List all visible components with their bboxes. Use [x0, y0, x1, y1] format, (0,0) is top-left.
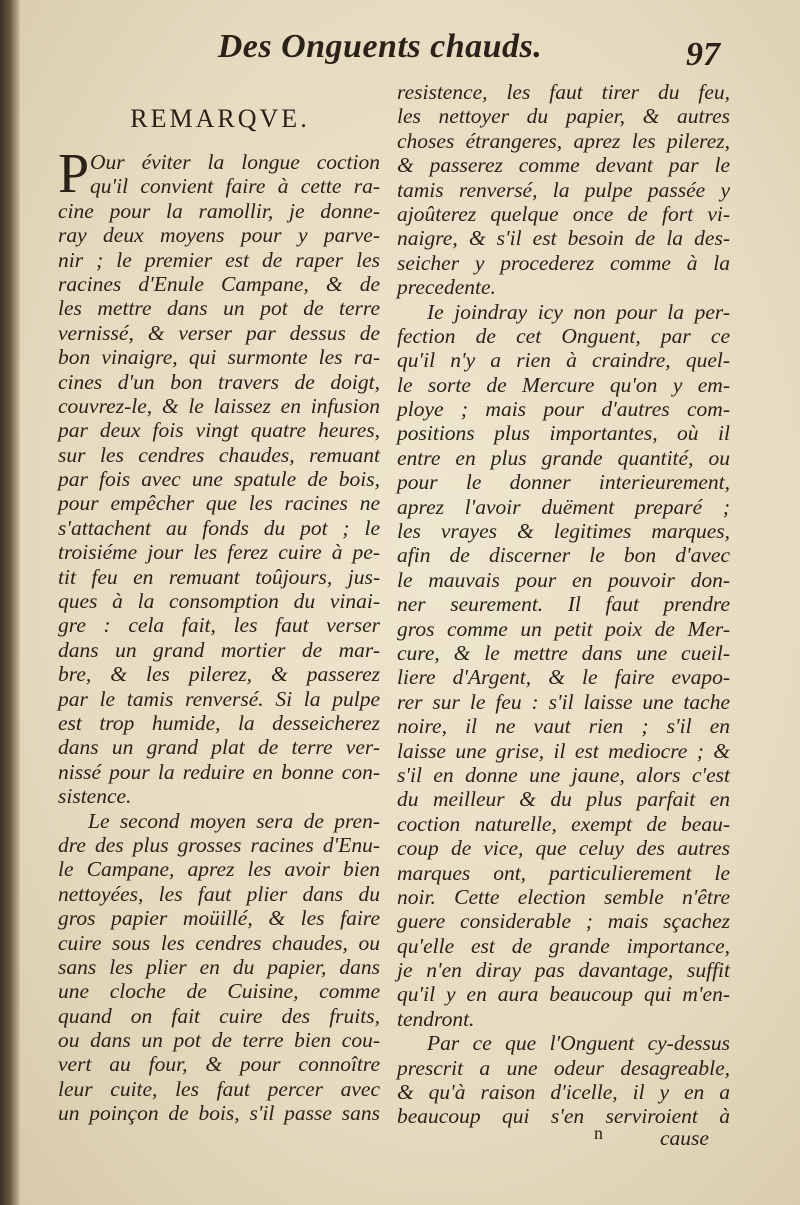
- text-line: nettoyées, les faut plier dans du: [58, 881, 380, 906]
- text-line: coup de vice, que celuy des autres: [397, 836, 730, 861]
- drop-cap: P: [58, 143, 90, 205]
- text-line: vert au four, & pour connoître: [58, 1052, 380, 1077]
- text-line: qu'elle est de grande importance,: [397, 933, 730, 958]
- page-number: 97: [686, 36, 720, 73]
- text-line: tendront.: [397, 1006, 475, 1031]
- text-line: ou dans un pot de terre bien cou-: [58, 1028, 380, 1053]
- text-line: laisse une grise, il est mediocre ; &: [397, 738, 730, 763]
- text-line: liere d'Argent, & le faire evapo-: [397, 665, 730, 690]
- text-line: resistence, les faut tirer du feu,: [397, 80, 730, 104]
- text-line: sans les plier en du papier, dans: [58, 954, 380, 979]
- text-line: bon vinaigre, qui surmonte les ra-: [58, 345, 380, 370]
- text-line: s'attachent au fonds du pot ; le: [58, 515, 380, 540]
- text-line: gre : cela fait, les faut verser: [58, 613, 380, 638]
- text-line: racines d'Enule Campane, & de: [58, 271, 380, 296]
- text-line: choses étrangeres, aprez les pilerez,: [397, 128, 730, 153]
- text-line: le Campane, aprez les avoir bien: [58, 857, 380, 882]
- text-line: precedente.: [397, 275, 496, 300]
- text-line: qu'il convient faire à cette ra-: [90, 174, 380, 199]
- text-line: positions plus importantes, où il: [397, 421, 730, 446]
- text-line: Le second moyen sera de pren-: [88, 808, 380, 833]
- text-line: cuire sous les cendres chaudes, ou: [58, 930, 380, 955]
- text-line: ray deux moyens pour y parve-: [58, 223, 380, 248]
- text-line: pour le donner interieurement,: [397, 470, 730, 495]
- text-line: pour empêcher que les racines ne: [58, 491, 380, 516]
- left-text-column: [58, 143, 380, 1126]
- text-line: Ie joindray icy non pour la per-: [427, 299, 730, 324]
- text-line: cure, & le mettre dans une cueil-: [397, 640, 730, 665]
- running-title: Des Onguents chauds.: [217, 28, 543, 65]
- text-line: tit feu en remuant toûjours, jus-: [58, 564, 380, 589]
- text-line: couvrez-le, & le laissez en infusion: [58, 393, 380, 418]
- text-line: beaucoup qui s'en serviroient à: [397, 1104, 730, 1129]
- text-line: ner seurement. Il faut prendre: [397, 592, 730, 617]
- text-line: troisiéme jour les ferez cuire à pe-: [58, 540, 380, 565]
- right-text-column: [397, 80, 730, 1129]
- text-line: les mettre dans un pot de terre: [58, 296, 380, 321]
- text-line: dans un grand plat de terre ver-: [58, 735, 380, 760]
- text-line: gros papier moüillé, & les faire: [58, 906, 380, 931]
- text-line: coction naturelle, exempt de beau-: [397, 811, 730, 836]
- text-line: nir ; le premier est de raper les: [58, 247, 380, 272]
- text-line: Our éviter la longue coction: [90, 150, 380, 174]
- text-line: le sorte de Mercure qu'on y em-: [397, 372, 730, 397]
- text-line: par le tamis renversé. Si la pulpe: [58, 686, 380, 711]
- text-line: est trop humide, la desseicherez: [58, 710, 380, 735]
- text-line: un poinçon de bois, s'il passe sans: [58, 1101, 380, 1126]
- text-line: par fois avec une spatule de bois,: [58, 467, 380, 492]
- text-line: ques à la consomption du vinai-: [58, 589, 380, 614]
- text-line: je n'en diray pas davantage, suffit: [397, 958, 730, 983]
- text-line: rer sur le feu : s'il laisse une tache: [397, 689, 730, 714]
- text-line: sistence.: [58, 784, 132, 809]
- text-line: les vrayes & legitimes marques,: [397, 519, 730, 544]
- text-line: guere considerable ; mais sçachez: [397, 909, 730, 934]
- signature-mark: n: [594, 1123, 603, 1143]
- text-line: leur cuite, les faut percer avec: [58, 1076, 380, 1101]
- text-line: noire, il ne vaut rien ; s'il en: [397, 714, 730, 739]
- text-line: noir. Cette election semble n'être: [397, 884, 730, 909]
- text-line: & qu'à raison d'icelle, il y en a: [397, 1080, 730, 1105]
- text-line: aprez l'avoir duëment preparé ;: [397, 494, 730, 519]
- text-line: par deux fois vingt quatre heures,: [58, 418, 380, 443]
- text-line: ploye ; mais pour d'autres com-: [397, 397, 730, 422]
- text-line: dre des plus grosses racines d'Enu-: [58, 832, 380, 857]
- text-line: & passerez comme devant par le: [397, 153, 730, 178]
- text-line: cines d'un bon travers de doigt,: [58, 369, 380, 394]
- text-line: naigre, & s'il est besoin de la des-: [397, 226, 730, 251]
- text-line: marques ont, particulierement le: [397, 860, 730, 885]
- text-line: sur les cendres chaudes, remuant: [58, 442, 380, 467]
- text-line: fection de cet Onguent, par ce: [397, 323, 730, 348]
- text-line: une cloche de Cuisine, comme: [58, 979, 380, 1004]
- text-line: Par ce que l'Onguent cy-dessus: [427, 1031, 730, 1056]
- text-line: tamis renversé, la pulpe passée y: [397, 177, 730, 202]
- text-line: qu'il y en aura beaucoup qui m'en-: [397, 982, 730, 1007]
- section-heading: REMARQVE.: [130, 104, 310, 133]
- text-line: qu'il n'y a rien à craindre, quel-: [397, 348, 730, 373]
- text-line: quand on fait cuire des fruits,: [58, 1003, 380, 1028]
- text-line: entre en plus grande quantité, ou: [397, 445, 730, 470]
- text-line: gros comme un petit poix de Mer-: [397, 616, 730, 641]
- text-line: seicher y procederez comme à la: [397, 250, 730, 275]
- text-line: prescrit a une odeur desagreable,: [397, 1055, 730, 1080]
- text-line: nissé pour la reduire en bonne con-: [58, 759, 380, 784]
- text-line: du meilleur & du plus parfait en: [397, 787, 730, 812]
- text-line: ajoûterez quelque once de fort vi-: [397, 201, 730, 226]
- text-line: vernissé, & verser par dessus de: [58, 320, 380, 345]
- text-line: s'il en donne une jaune, alors c'est: [397, 762, 730, 787]
- text-line: afin de discerner le bon d'avec: [397, 543, 730, 568]
- book-gutter: [0, 0, 20, 1205]
- text-line: dans un grand mortier de mar-: [58, 637, 380, 662]
- catchword: cause: [660, 1126, 709, 1150]
- text-line: cine pour la ramollir, je donne-: [58, 198, 380, 223]
- text-line: les nettoyer du papier, & autres: [397, 104, 730, 129]
- text-line: le mauvais pour en pouvoir don-: [397, 567, 730, 592]
- text-line: bre, & les pilerez, & passerez: [58, 662, 380, 687]
